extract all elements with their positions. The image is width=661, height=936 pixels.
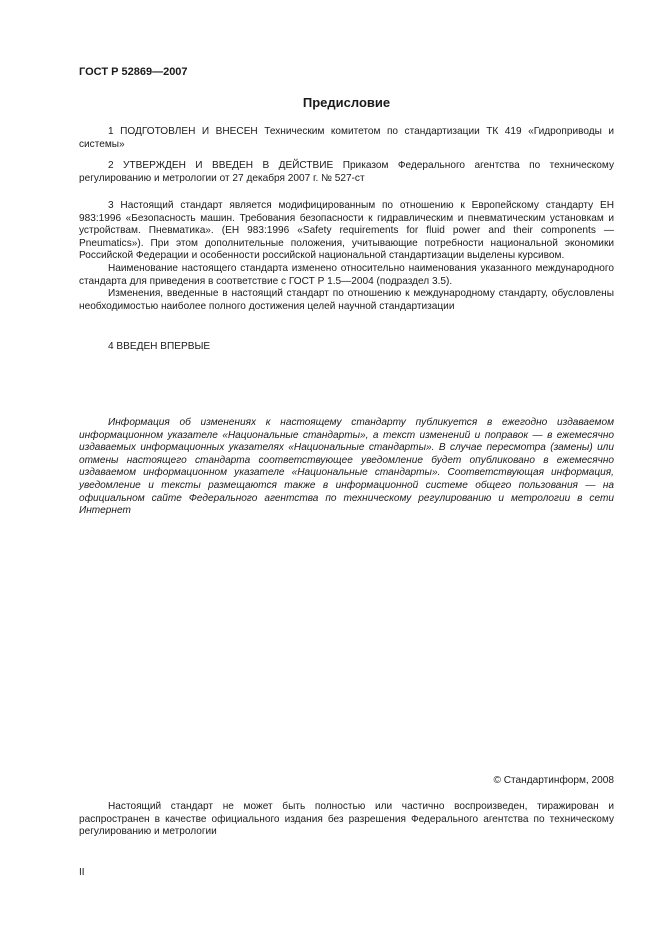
document-code: ГОСТ Р 52869—2007 xyxy=(79,66,188,78)
preface-item-3-para-3: Изменения, введенные в настоящий стандарт по отношению к международному стандарту, обусловлены необходимостью наиболее полного достижения целей научной стандартизации xyxy=(79,288,614,312)
preface-item-3 xyxy=(79,200,614,313)
preface-item-3-para-1: 3 Настоящий стандарт является модифицированным по отношению к Европейскому стандарту ЕН 983:1996 «Безопасность машин. Требования безопасности к гидравлическим и пневматическим установкам и устройствам. Пневматика». (EH 983:1996 «Safety requirements for fluid power and their components — Pneumatics»). При этом дополнительные положения, учитывающие потребности национальной экономики Российской Федерации и особенности российской национальной стандартизации выделены курсивом. xyxy=(79,200,614,262)
preface-item-1-text: 1 ПОДГОТОВЛЕН И ВНЕСЕН Техническим комитетом по стандартизации ТК 419 «Гидроприводы и системы» xyxy=(79,126,614,150)
preface-item-2 xyxy=(79,160,614,185)
preface-item-2-text: 2 УТВЕРЖДЕН И ВВЕДЕН В ДЕЙСТВИЕ Приказом Федерального агентства по техническому регулированию и метрологии от 27 декабря 2007 г. № 527-ст xyxy=(79,160,614,184)
preface-item-4 xyxy=(79,341,614,354)
reproduction-restriction xyxy=(79,801,614,839)
preface-item-3-para-2: Наименование настоящего стандарта изменено относительно наименования указанного международного стандарта для приведения в соответствие с ГОСТ Р 1.5—2004 (подраздел 3.5). xyxy=(79,262,614,287)
preface-item-4-text: 4 ВВЕДЕН ВПЕРВЫЕ xyxy=(108,341,211,352)
copyright-line: © Стандартинформ, 2008 xyxy=(493,775,614,786)
publication-notice-text: Информация об изменениях к настоящему стандарту публикуется в ежегодно издаваемом информационном указателе «Национальные стандарты», а текст изменений и поправок — в ежемесячно издаваемых информационных указателях «Национальные стандарты». В случае пересмотра (замены) или отмены настоящего стандарта соответствующее уведомление будет опубликовано в ежемесячно издаваемом информационном указателе «Национальные стандарты». Соответствующая информация, уведомление и тексты размещаются также в информационной системе общего пользования — на официальном сайте Федерального агентства по техническому регулированию и метрологии в сети Интернет xyxy=(79,417,614,517)
page-number: II xyxy=(79,867,85,878)
page-title: Предисловие xyxy=(302,95,391,110)
preface-item-1 xyxy=(79,126,614,151)
publication-notice xyxy=(79,417,614,518)
reproduction-restriction-text: Настоящий стандарт не может быть полностью или частично воспроизведен, тиражирован и распространен в качестве официального издания без разрешения Федерального агентства по техническому регулированию и метрологии xyxy=(79,801,614,838)
